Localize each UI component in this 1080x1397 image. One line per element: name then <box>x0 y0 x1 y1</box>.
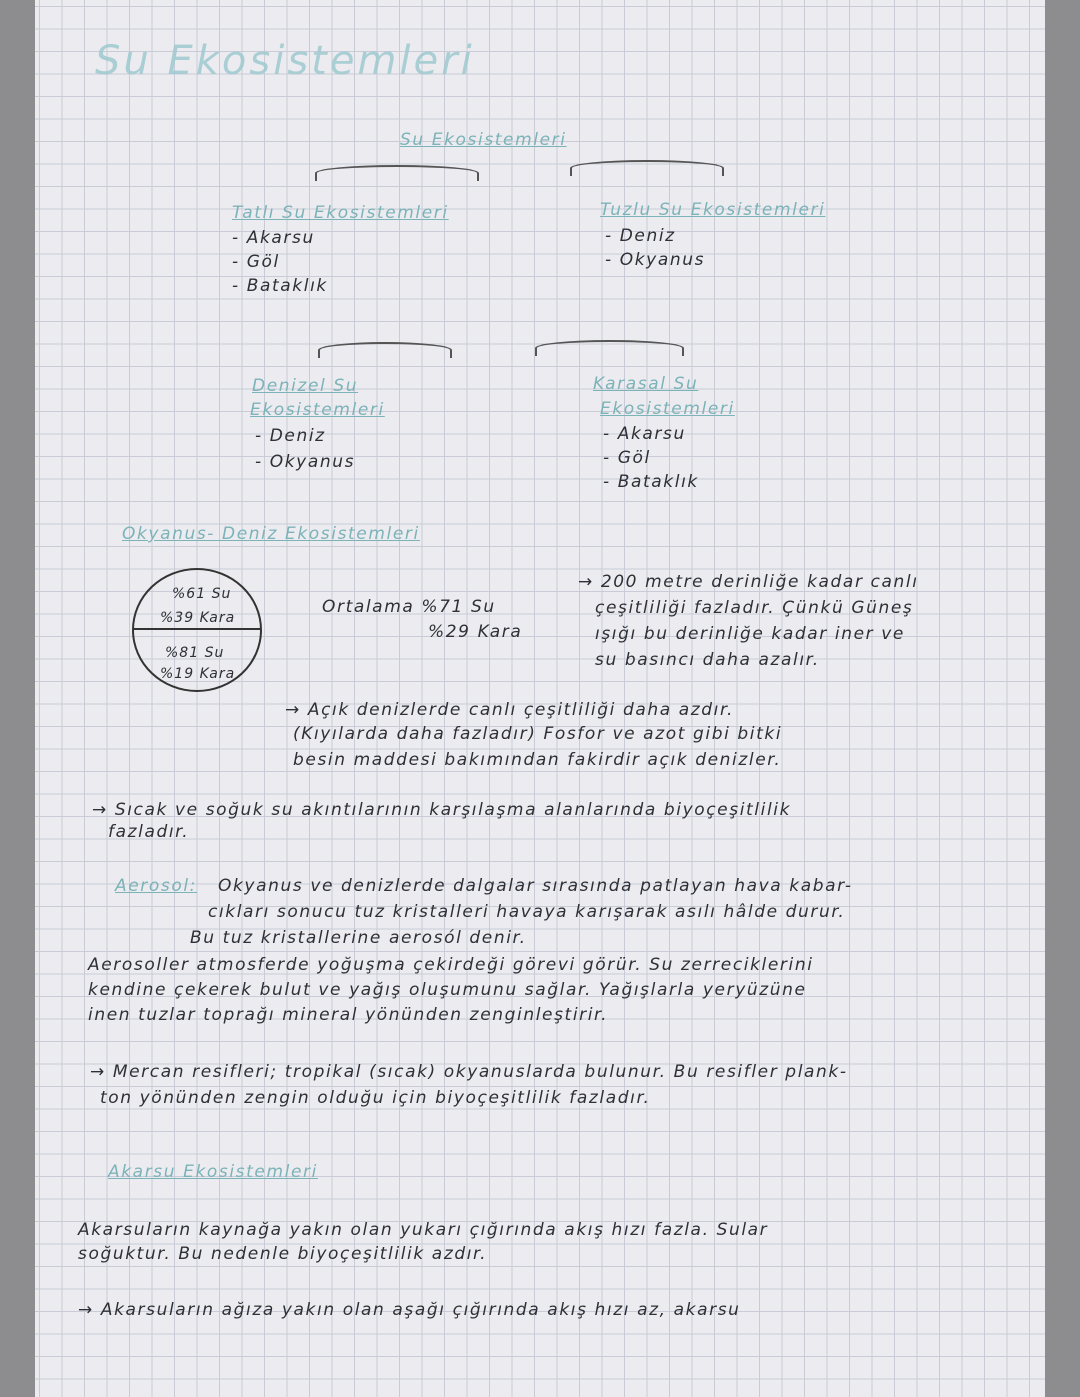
terrestrial-label: Karasal Su <box>593 374 699 394</box>
note-line: → Sıcak ve soğuk su akıntılarının karşılaşma alanlarında biyoçeşitlilik <box>92 800 792 820</box>
list-item: - Bataklık <box>603 472 699 492</box>
marine-label-2: Ekosistemleri <box>250 400 385 420</box>
marine-label: Denizel Su <box>252 376 359 396</box>
note-line: inen tuzlar toprağı mineral yönünden zenginleştirir. <box>88 1005 609 1025</box>
note-line: fazladır. <box>108 822 190 842</box>
note-line: çeşitliliği fazladır. Çünkü Güneş <box>595 598 914 618</box>
note-line: → Akarsuların ağıza yakın olan aşağı çığırında akış hızı az, akarsu <box>78 1300 741 1320</box>
arrow-left <box>315 165 479 181</box>
globe-text: %61 Su <box>172 586 232 602</box>
arrow-right-2 <box>535 340 684 356</box>
globe-text: %81 Su <box>165 645 225 661</box>
arrow-right <box>570 160 724 176</box>
list-item: - Göl <box>603 448 651 468</box>
arrow-left-2 <box>318 342 452 358</box>
note-line: → Mercan resifleri; tropikal (sıcak) okyanuslarda bulunur. Bu resifler plank- <box>90 1062 848 1082</box>
freshwater-label: Tatlı Su Ekosistemleri <box>232 203 449 223</box>
note-line: ton yönünden zengin olduğu için biyoçeşitlilik fazladır. <box>100 1088 651 1108</box>
list-item: - Okyanus <box>605 250 706 270</box>
note-line: cıkları sonucu tuz kristalleri havaya karışarak asılı hâlde durur. <box>208 902 846 922</box>
saltwater-label: Tuzlu Su Ekosistemleri <box>600 200 826 220</box>
note-line: → Açık denizlerde canlı çeşitliliği daha azdır. <box>285 700 735 720</box>
note-line: (Kıyılarda daha fazladır) Fosfor ve azot gibi bitki <box>293 724 783 744</box>
list-item: - Göl <box>232 252 280 272</box>
list-item: - Akarsu <box>603 424 686 444</box>
note-line: besin maddesi bakımından fakirdir açık denizler. <box>293 750 782 770</box>
list-item: - Bataklık <box>232 276 328 296</box>
terrestrial-label-2: Ekosistemleri <box>600 399 735 419</box>
note-line: su basıncı daha azalır. <box>595 650 820 670</box>
notebook-page <box>35 0 1045 1397</box>
note-line: Aerosoller atmosferde yoğuşma çekirdeği görevi görür. Su zerreciklerini <box>88 955 814 975</box>
diagram-root: Su Ekosistemleri <box>400 130 567 150</box>
note-line: → 200 metre derinliğe kadar canlı <box>578 572 919 592</box>
globe-text: %19 Kara <box>160 666 236 682</box>
note-line: soğuktur. Bu nedenle biyoçeşitlilik azdır. <box>78 1244 488 1264</box>
river-heading: Akarsu Ekosistemleri <box>108 1162 318 1182</box>
note-line: ışığı bu derinliğe kadar iner ve <box>595 624 905 644</box>
ocean-heading: Okyanus- Deniz Ekosistemleri <box>122 524 420 544</box>
average-land: %29 Kara <box>428 622 523 642</box>
list-item: - Akarsu <box>232 228 315 248</box>
average-water: Ortalama %71 Su <box>322 597 496 617</box>
list-item: - Okyanus <box>255 452 356 472</box>
aerosol-label: Aerosol: <box>115 876 197 896</box>
note-line: Okyanus ve denizlerde dalgalar sırasında patlayan hava kabar- <box>218 876 853 896</box>
list-item: - Deniz <box>605 226 676 246</box>
note-line: Akarsuların kaynağa yakın olan yukarı çığırında akış hızı fazla. Sular <box>78 1220 769 1240</box>
note-line: kendine çekerek bulut ve yağış oluşumunu sağlar. Yağışlarla yeryüzüne <box>88 980 807 1000</box>
note-line: Bu tuz kristallerine aerosól denir. <box>190 928 527 948</box>
list-item: - Deniz <box>255 426 326 446</box>
globe-text: %39 Kara <box>160 610 236 626</box>
page-title: Su Ekosistemleri <box>95 38 475 84</box>
